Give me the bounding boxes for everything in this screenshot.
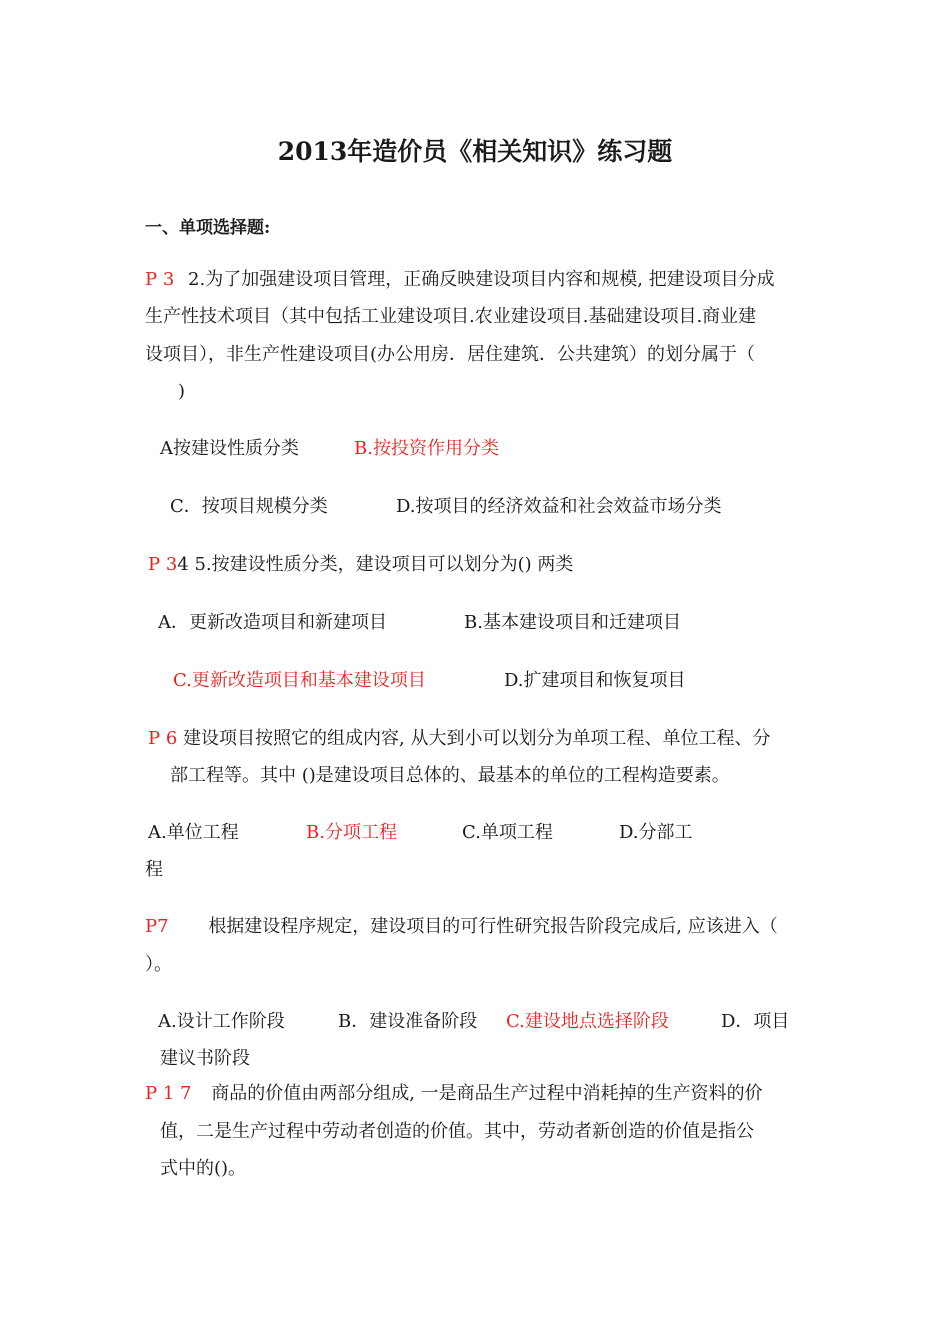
question-5-line-1	[145, 1082, 763, 1106]
question-1-option-d: D.按项目的经济效益和社会效益市场分类	[396, 496, 722, 517]
question-5-line-2: 值，二是生产过程中劳动者创造的价值。其中，劳动者新创造的价值是指公	[160, 1121, 754, 1142]
page-ref-q2: P 3	[148, 554, 178, 575]
question-5-text-1: 商品的价值由两部分组成, 一是商品生产过程中消耗掉的生产资料的价	[211, 1083, 763, 1104]
question-1-line-1	[145, 268, 775, 292]
page-ref-q5: P 1 7	[145, 1083, 192, 1104]
question-2-line-1	[148, 553, 573, 577]
question-4-line-2: ）。	[145, 954, 172, 975]
page-ref-q1: P 3	[145, 269, 175, 290]
question-3-text-1: 建设项目按照它的组成内容, 从大到小可以划分为单项工程、单位工程、分	[183, 728, 771, 749]
page-ref-q3: P 6	[148, 728, 178, 749]
question-1-line-2: 生产性技术项目（其中包括工业建设项目.农业建设项目.基础建设项目.商业建	[145, 306, 757, 327]
question-3-option-c: C.单项工程	[462, 822, 553, 843]
document-title: 2013年造价员《相关知识》练习题	[277, 137, 673, 166]
question-2-option-b: B.基本建设项目和迁建项目	[464, 612, 681, 633]
question-4-option-d-cont: 建议书阶段	[160, 1048, 250, 1069]
question-4-line-1	[145, 915, 778, 939]
question-1-text-1: 2.为了加强建设项目管理，正确反映建设项目内容和规模, 把建设项目分成	[188, 269, 775, 290]
question-1-option-b-answer: B.按投资作用分类	[354, 438, 499, 459]
question-3-option-a: A.单位工程	[148, 822, 239, 843]
question-3-line-1	[148, 727, 770, 751]
question-4-option-b: B．建设准备阶段	[338, 1011, 478, 1032]
question-2-text: 4 5.按建设性质分类，建设项目可以划分为() 两类	[177, 554, 574, 575]
question-3-option-b-answer: B.分项工程	[306, 822, 397, 843]
question-1-option-a: A按建设性质分类	[160, 438, 299, 459]
question-5-line-3: 式中的()。	[160, 1158, 247, 1179]
page-ref-q4: P7	[145, 916, 169, 937]
question-1-line-3: 设项目），非生产性建设项目(办公用房．居住建筑．公共建筑）的划分属于（	[145, 344, 756, 365]
question-2-option-d: D.扩建项目和恢复项目	[504, 670, 686, 691]
question-1-option-c: C．按项目规模分类	[170, 496, 328, 517]
question-4-option-d: D．项目	[721, 1011, 790, 1032]
question-4-option-a: A.设计工作阶段	[158, 1011, 285, 1032]
question-4-option-c-answer: C.建设地点选择阶段	[506, 1011, 669, 1032]
section-heading: 一、单项选择题:	[145, 218, 271, 238]
question-3-option-d-cont: 程	[145, 859, 163, 880]
question-3-line-2: 部工程等。其中 ()是建设项目总体的、最基本的单位的工程构造要素。	[170, 765, 730, 786]
question-3-option-d: D.分部工	[619, 822, 693, 843]
question-1-line-4: )	[178, 381, 186, 402]
question-4-text-1: 根据建设程序规定，建设项目的可行性研究报告阶段完成后, 应该进入（	[208, 916, 778, 937]
question-2-option-a: A．更新改造项目和新建项目	[158, 612, 387, 633]
question-2-option-c-answer: C.更新改造项目和基本建设项目	[173, 670, 426, 691]
